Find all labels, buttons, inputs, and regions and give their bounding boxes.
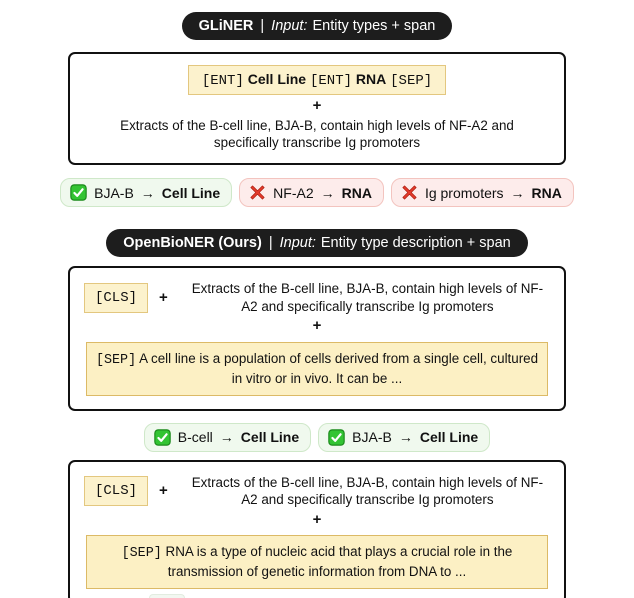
sep-token: [SEP] <box>121 546 162 562</box>
cls-token-box: [CLS] <box>84 283 148 313</box>
arrow: → <box>320 184 335 201</box>
result-badge <box>239 178 384 207</box>
gliner-input-box <box>68 52 566 165</box>
result-span: NF-A2 <box>273 184 314 201</box>
openbioner-input-label: Input: <box>279 235 316 252</box>
plus-sign: + <box>159 288 168 306</box>
result-type: Cell Line <box>240 429 300 446</box>
gliner-input-sentence: Extracts of the B-cell line, BJA-B, contain high levels of NF-A2 and specifically transcribe Ig promoters <box>120 117 514 150</box>
gliner-prompt-tokens <box>188 65 446 95</box>
result-span: B-cell <box>177 429 213 446</box>
sep-token: [SEP] <box>390 73 433 89</box>
entity-type-rna: RNA <box>355 71 387 87</box>
plus-sign: + <box>312 510 322 528</box>
result-span: BJA-B <box>94 184 134 201</box>
gliner-input-desc: Entity types + span <box>312 18 436 34</box>
result-type: RNA <box>341 184 372 201</box>
plus-sign: + <box>312 317 322 335</box>
pill-separator: | <box>268 235 273 252</box>
arrow: → <box>219 429 234 446</box>
pill-separator: | <box>260 18 265 34</box>
openbioner-input-desc: Entity type description + span <box>320 235 511 252</box>
openbioner-header-pill <box>106 229 527 257</box>
check-icon <box>154 429 171 446</box>
cls-token-box: [CLS] <box>84 476 148 506</box>
plus-sign: + <box>312 97 322 114</box>
cross-icon <box>401 184 418 201</box>
plus-sign: + <box>159 482 168 500</box>
description-box-rna <box>86 535 548 589</box>
cls-row <box>84 474 550 509</box>
cls-row <box>84 280 550 315</box>
openbioner-results-row <box>144 423 490 452</box>
gliner-input-label: Input: <box>271 18 308 34</box>
result-badge <box>318 423 490 452</box>
cutoff-badge-edge <box>149 594 185 598</box>
result-type: Cell Line <box>419 429 479 446</box>
result-type: RNA <box>531 184 562 201</box>
sep-token: [SEP] <box>95 352 137 368</box>
cross-icon <box>249 184 266 201</box>
ent-token: [ENT] <box>201 73 244 89</box>
gliner-header-pill <box>182 12 453 40</box>
arrow: → <box>510 184 525 201</box>
rna-description: RNA is a type of nucleic acid that plays a crucial role in the transmission of genetic information from DNA to ... <box>165 544 513 580</box>
openbioner-input-box-rna <box>68 460 566 598</box>
result-badge <box>144 423 311 452</box>
result-span: Ig promoters <box>424 184 504 201</box>
openbioner-sentence: Extracts of the B-cell line, BJA-B, contain high levels of NF-A2 and specifically transcribe Ig promoters <box>191 474 544 508</box>
gliner-results-row <box>60 178 574 207</box>
result-span: BJA-B <box>352 429 392 446</box>
check-icon <box>328 429 345 446</box>
openbioner-name: OpenBioNER (Ours) <box>123 235 262 252</box>
result-badge <box>60 178 232 207</box>
gliner-name: GLiNER <box>198 18 254 34</box>
check-icon <box>70 184 87 201</box>
cell-line-description: A cell line is a population of cells derived from a single cell, cultured in vitro or in vivo. It can be ... <box>139 350 539 386</box>
result-badge <box>391 178 574 207</box>
openbioner-sentence: Extracts of the B-cell line, BJA-B, contain high levels of NF-A2 and specifically transcribe Ig promoters <box>191 281 544 314</box>
openbioner-input-box-cell-line <box>68 266 566 411</box>
arrow: → <box>140 184 155 201</box>
arrow: → <box>398 429 413 446</box>
description-box-cell-line <box>86 342 548 396</box>
result-type: Cell Line <box>161 184 221 201</box>
entity-type-cell-line: Cell Line <box>247 71 307 87</box>
ent-token: [ENT] <box>310 73 353 89</box>
